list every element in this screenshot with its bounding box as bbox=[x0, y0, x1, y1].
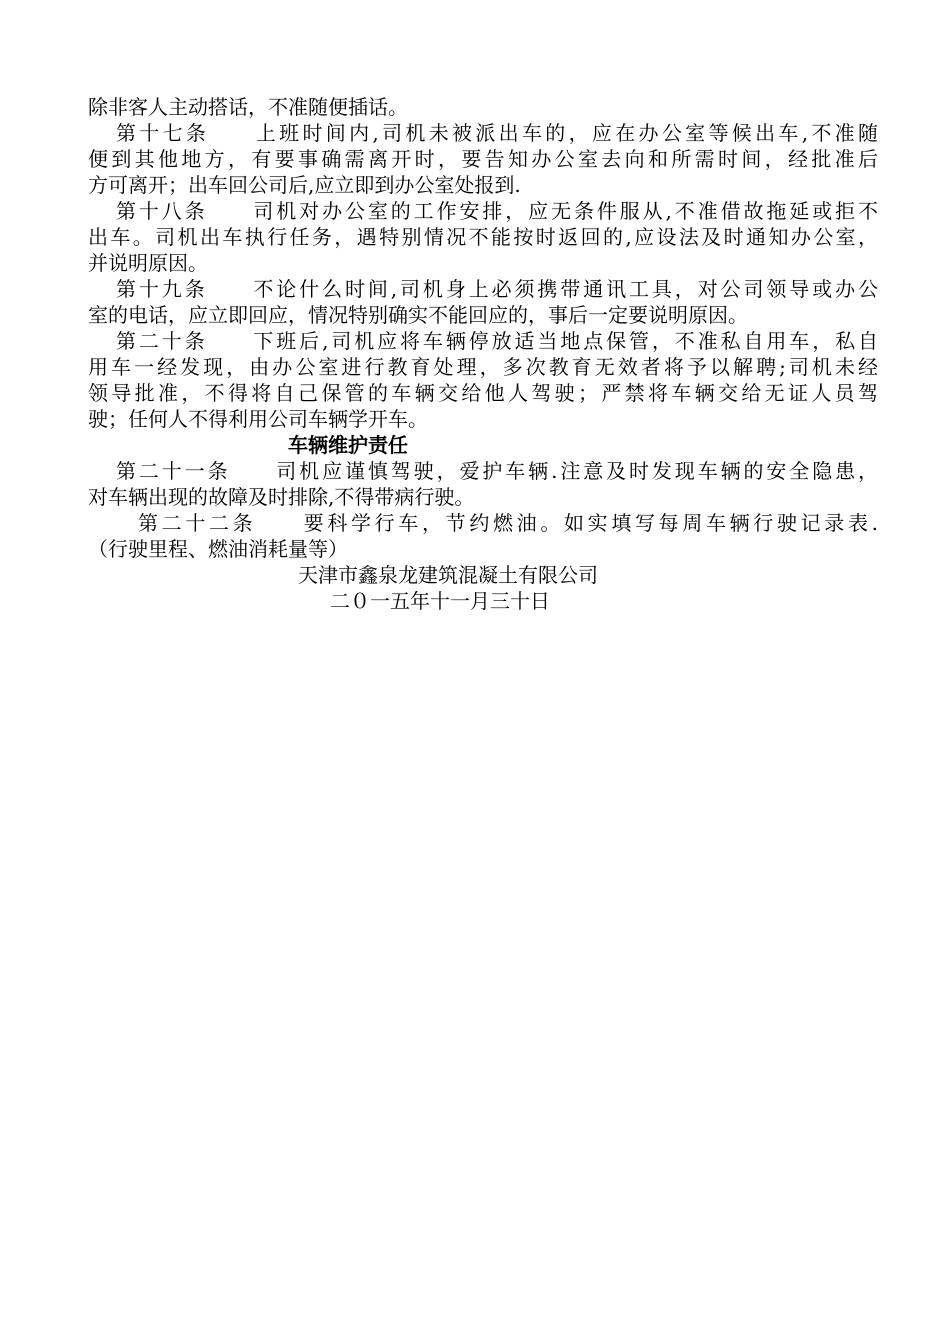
article-22-line-2: （行驶里程、燃油消耗量等） bbox=[88, 537, 348, 561]
article-19-line-1: 第十九条 不论什么时间,司机身上必须携带通讯工具，对公司领导或办公 bbox=[116, 277, 878, 301]
document-body bbox=[88, 94, 878, 614]
article-21-line-1: 第二十一条 司机应谨慎驾驶，爱护车辆.注意及时发现车辆的安全隐患， bbox=[116, 459, 878, 483]
article-17-line-1: 第十七条 上班时间内,司机未被派出车的，应在办公室等候出车,不准随 bbox=[116, 121, 878, 145]
intro-tail-line: 除非客人主动搭话，不准随便插话。 bbox=[88, 95, 408, 119]
article-18-line-1: 第十八条 司机对办公室的工作安排，应无条件服从,不准借故拖延或拒不 bbox=[116, 199, 878, 223]
section-heading: 车辆维护责任 bbox=[288, 433, 408, 457]
article-20-line-4: 驶；任何人不得利用公司车辆学开车。 bbox=[88, 407, 428, 431]
signature-company: 天津市鑫泉龙建筑混凝土有限公司 bbox=[298, 563, 598, 587]
article-19-line-2: 室的电话，应立即回应，情况特别确实不能回应的，事后一定要说明原因。 bbox=[88, 303, 748, 327]
article-17-line-2: 便到其他地方，有要事确需离开时，要告知办公室去向和所需时间，经批准后 bbox=[88, 147, 878, 171]
signature-date: 二０一五年十一月三十日 bbox=[330, 589, 550, 613]
article-18-line-2: 出车。司机出车执行任务，遇特别情况不能按时返回的,应设法及时通知办公室， bbox=[88, 225, 878, 249]
article-20-line-2: 用车一经发现，由办公室进行教育处理，多次教育无效者将予以解聘;司机未经 bbox=[88, 355, 878, 379]
article-18-line-3: 并说明原因。 bbox=[88, 251, 208, 275]
article-21-line-2: 对车辆出现的故障及时排除,不得带病行驶。 bbox=[88, 485, 475, 509]
article-22-line-1: 第二十二条 要科学行车，节约燃油。如实填写每周车辆行驶记录表. bbox=[138, 511, 878, 535]
article-20-line-3: 领导批准，不得将自己保管的车辆交给他人驾驶；严禁将车辆交给无证人员驾 bbox=[88, 381, 878, 405]
article-17-line-3: 方可离开；出车回公司后,应立即到办公室处报到. bbox=[88, 173, 521, 197]
article-20-line-1: 第二十条 下班后,司机应将车辆停放适当地点保管，不准私自用车，私自 bbox=[116, 329, 878, 353]
